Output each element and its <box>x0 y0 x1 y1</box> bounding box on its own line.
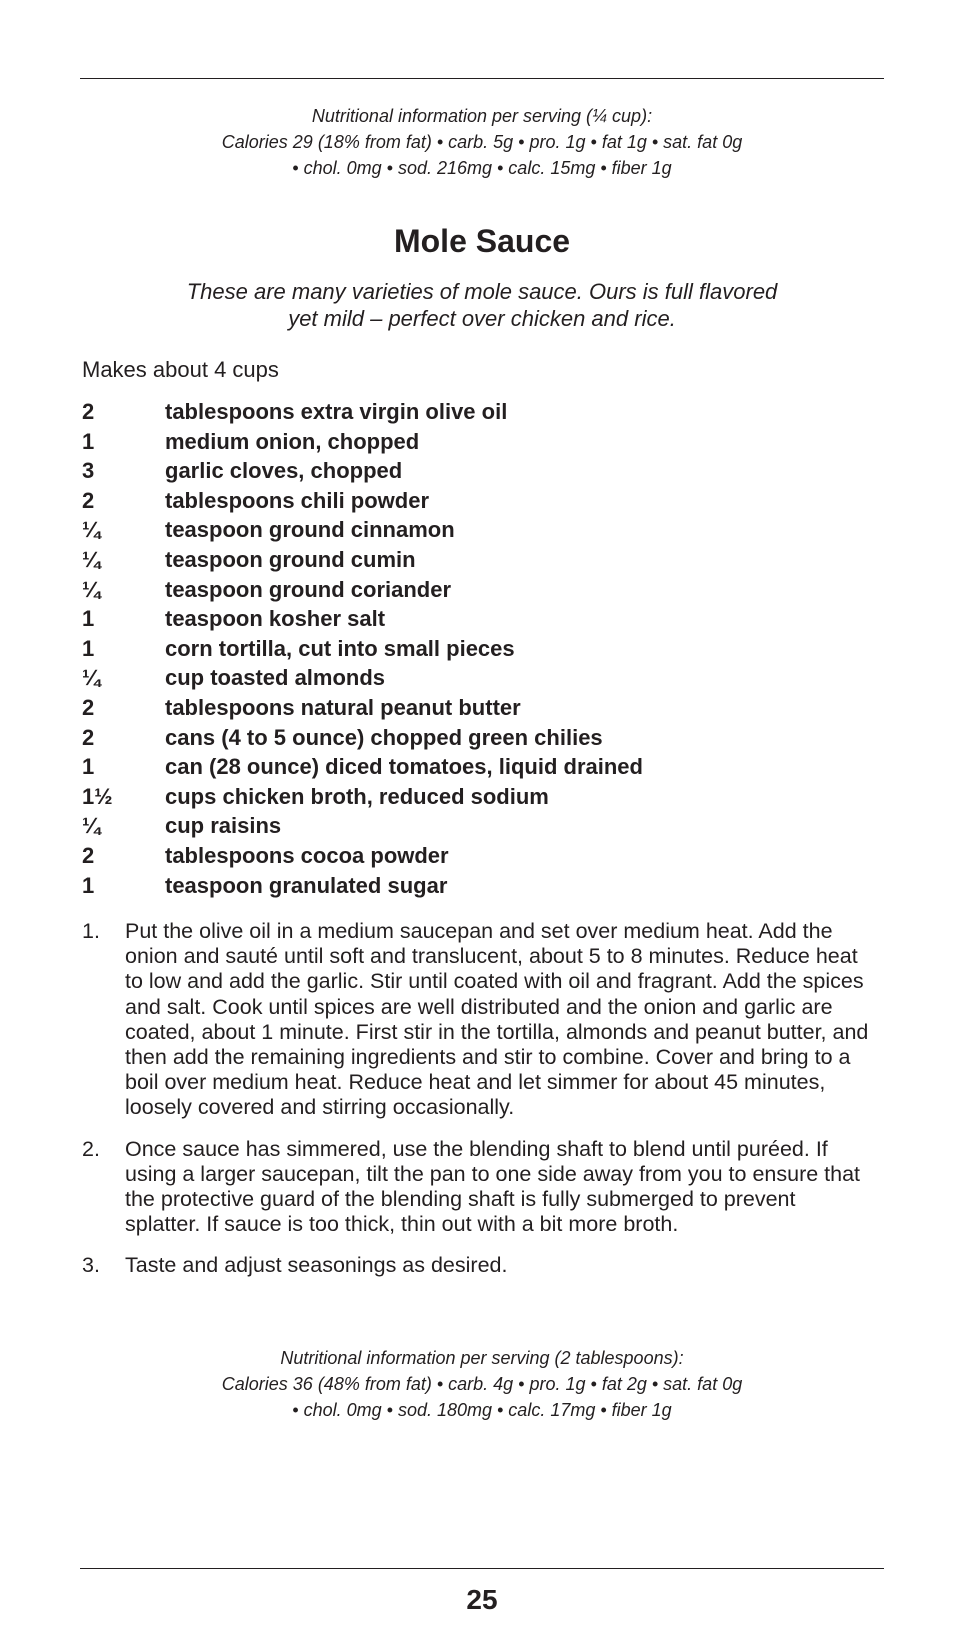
ingredient-name: tablespoons extra virgin olive oil <box>165 399 508 424</box>
step-number: 1. <box>82 919 100 943</box>
ingredient-quantity: ¼ <box>82 665 101 691</box>
ingredient-quantity: 2 <box>82 724 95 750</box>
ingredient-name: garlic cloves, chopped <box>165 458 403 484</box>
ingredient-quantity: 1 <box>82 428 95 454</box>
nutrition-line: Nutritional information per serving (¼ cup): <box>311 106 653 126</box>
step-text: Taste and adjust seasonings as desired. <box>125 1253 508 1278</box>
ingredient-row <box>82 693 862 723</box>
ingredient-row <box>82 634 862 664</box>
recipe-yield: Makes about 4 cups <box>82 357 279 382</box>
intro-line: These are many varieties of mole sauce. Ours is full flavored <box>186 279 778 304</box>
ingredient-quantity: 1 <box>82 872 95 898</box>
intro-line: yet mild – perfect over chicken and rice. <box>288 306 676 331</box>
ingredient-name: teaspoon ground cumin <box>165 546 416 572</box>
ingredient-name: tablespoons chili powder <box>165 487 430 513</box>
ingredient-row <box>82 545 862 575</box>
nutrition-line: Calories 29 (18% from fat) • carb. 5g • pro. 1g • fat 1g • sat. fat 0g <box>221 132 743 152</box>
step-text: Once sauce has simmered, use the blending shaft to blend until puréed. If using a larger saucepan, tilt the pan to one side away from you to ensure that the protective guard of the blending shaft is fully submerged to prevent splatter. If sauce is too thick, thin out with a bit more broth. <box>125 1136 861 1237</box>
ingredient-row <box>82 397 862 427</box>
ingredient-row <box>82 663 862 693</box>
nutrition-line: • chol. 0mg • sod. 216mg • calc. 15mg • fiber 1g <box>292 158 672 178</box>
ingredient-row <box>82 515 862 545</box>
ingredient-quantity: ¼ <box>82 576 101 602</box>
ingredient-row <box>82 486 862 516</box>
ingredient-row <box>82 723 862 753</box>
ingredient-quantity: 1 <box>82 606 95 632</box>
ingredient-row <box>82 871 862 901</box>
ingredient-quantity: 2 <box>82 694 95 720</box>
ingredient-name: teaspoon kosher salt <box>165 606 386 632</box>
ingredient-quantity: 3 <box>82 458 95 484</box>
ingredient-row <box>82 841 862 871</box>
step-text: Put the olive oil in a medium saucepan and set over medium heat. Add the onion and sauté until soft and translucent, about 5 to 8 minutes. Reduce heat to low and add the garlic. Stir until coated with oil and fragrant. Add the spices and salt. Cook until spices are well distributed and the onion and garlic are coated, about 1 minute. First stir in the tortilla, almonds and peanut butter, and then add the remaining ingredients and stir to combine. Cover and bring to a boil over medium heat. Reduce heat and let simmer for about 45 minutes, loosely covered and stirring occasionally. <box>125 919 869 1120</box>
ingredient-list <box>82 397 862 900</box>
nutrition-line: • chol. 0mg • sod. 180mg • calc. 17mg • fiber 1g <box>292 1400 672 1420</box>
ingredient-quantity: 1 <box>82 635 95 661</box>
ingredient-quantity: ¼ <box>82 813 101 839</box>
nutrition-line: Nutritional information per serving (2 tablespoons): <box>280 1348 684 1368</box>
ingredient-name: can (28 ounce) diced tomatoes, liquid drained <box>165 754 643 780</box>
ingredient-row <box>82 811 862 841</box>
ingredient-quantity: 2 <box>82 399 95 424</box>
recipe-nutrition <box>80 1345 884 1423</box>
ingredient-quantity: 1½ <box>82 783 113 809</box>
ingredient-row <box>82 575 862 605</box>
top-rule <box>80 78 884 79</box>
ingredient-name: corn tortilla, cut into small pieces <box>165 635 515 661</box>
recipe-title: Mole Sauce <box>393 223 571 259</box>
bottom-rule <box>80 1568 884 1569</box>
ingredient-row <box>82 427 862 457</box>
ingredient-quantity: 1 <box>82 754 95 780</box>
ingredient-row <box>82 604 862 634</box>
previous-recipe-nutrition <box>80 103 884 181</box>
ingredient-name: teaspoon granulated sugar <box>165 872 448 898</box>
ingredient-row <box>82 752 862 782</box>
ingredient-quantity: 2 <box>82 842 95 868</box>
ingredient-name: cups chicken broth, reduced sodium <box>165 783 549 809</box>
instruction-step <box>82 919 874 1121</box>
ingredient-row <box>82 782 862 812</box>
recipe-intro <box>80 278 884 332</box>
ingredient-name: cup toasted almonds <box>165 665 386 691</box>
page-number: 25 <box>466 1584 498 1615</box>
ingredient-name: teaspoon ground cinnamon <box>165 517 455 543</box>
ingredient-name: tablespoons cocoa powder <box>165 842 449 868</box>
instruction-list <box>82 919 874 1295</box>
ingredient-name: cup raisins <box>165 813 282 839</box>
step-number: 3. <box>82 1253 100 1278</box>
step-number: 2. <box>82 1136 100 1161</box>
ingredient-quantity: ¼ <box>82 517 101 543</box>
instruction-step <box>82 1253 874 1278</box>
ingredient-quantity: ¼ <box>82 546 101 572</box>
ingredient-name: medium onion, chopped <box>165 428 420 454</box>
ingredient-name: tablespoons natural peanut butter <box>165 694 521 720</box>
nutrition-line: Calories 36 (48% from fat) • carb. 4g • pro. 1g • fat 2g • sat. fat 0g <box>221 1374 743 1394</box>
ingredient-name: cans (4 to 5 ounce) chopped green chilies <box>165 724 603 750</box>
ingredient-row <box>82 456 862 486</box>
ingredient-name: teaspoon ground coriander <box>165 576 452 602</box>
ingredient-quantity: 2 <box>82 487 95 513</box>
instruction-step <box>82 1137 874 1238</box>
